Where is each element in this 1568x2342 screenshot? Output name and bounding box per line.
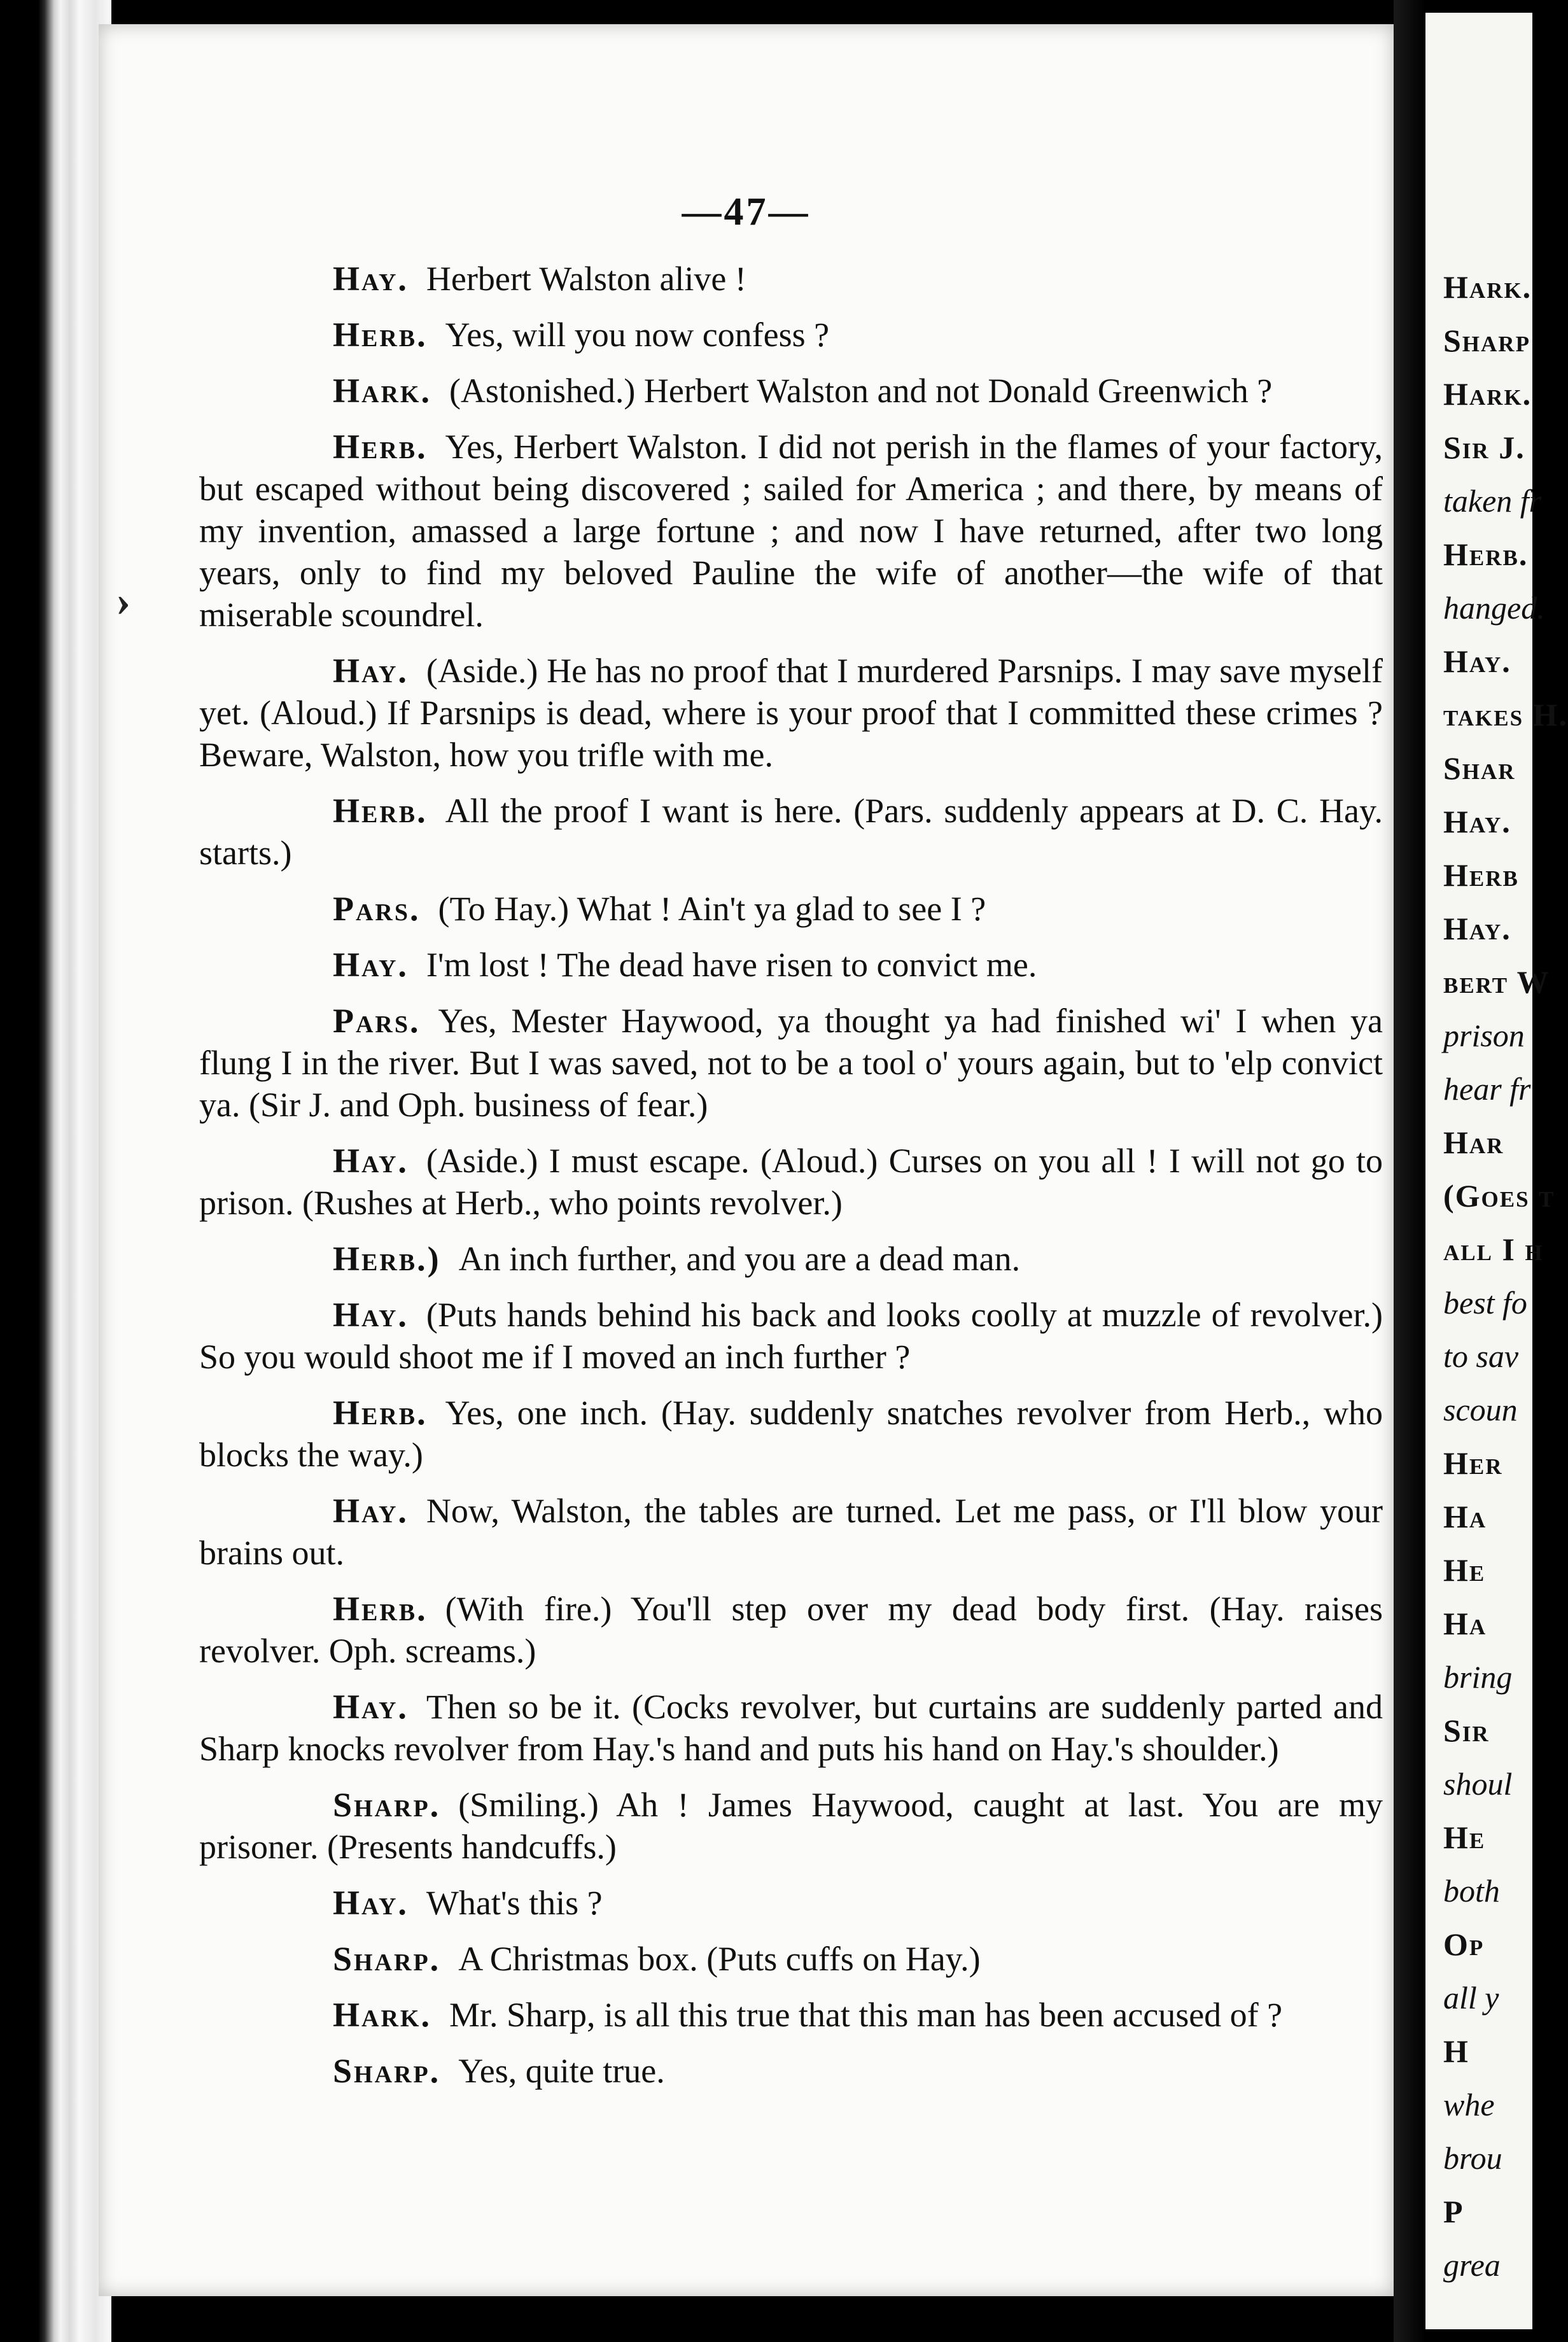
speaker-name: Herb. (333, 316, 428, 354)
facing-page-fragment: hear fr (1443, 1071, 1531, 1107)
speaker-name: Sharp. (333, 1940, 441, 1978)
facing-page-fragment: Sharp (1443, 323, 1530, 358)
dialogue-text: All the proof I want is here. (Pars. suddenly appears at D. C. Hay. starts.) (199, 792, 1383, 872)
dialogue-text: Yes, Mester Haywood, ya thought ya had finished wi' I when ya flung I in the river. But I was saved, not to be a tool o' yours again, but to 'elp convict ya. (Sir J. and Oph. business of fear.) (199, 1002, 1383, 1124)
speaker-name: Hay. (333, 946, 409, 984)
dialogue-text: A Christmas box. (Puts cuffs on Hay.) (458, 1940, 981, 1978)
speaker-name: Hark. (333, 1996, 431, 2034)
facing-page-fragment: bert W (1443, 964, 1550, 1000)
facing-page-fragment: shoul (1443, 1766, 1513, 1802)
dialogue-text: (To Hay.) What ! Ain't ya glad to see I ? (438, 890, 986, 928)
facing-page-fragment: Ha (1443, 1499, 1487, 1534)
dialogue-text: Yes, will you now confess ? (445, 316, 830, 354)
dialogue-line (199, 1588, 1383, 1672)
facing-page-fragment: Hay. (1443, 911, 1511, 946)
facing-page-fragment: prison (1443, 1018, 1525, 1053)
speaker-name: Hay. (333, 1688, 409, 1726)
facing-page-fragment: brou (1443, 2140, 1502, 2176)
dialogue-line (199, 1294, 1383, 1378)
speaker-name: Herb. (333, 428, 428, 466)
dialogue-line (199, 258, 1383, 300)
dialogue-line (199, 944, 1383, 986)
facing-page-fragment: Sir J. (1443, 430, 1525, 465)
facing-page-fragment: (Goes t (1443, 1178, 1555, 1214)
dialogue-line (199, 1882, 1383, 1924)
dialogue-line (199, 1392, 1383, 1476)
dialogue-line (199, 888, 1383, 930)
facing-page-fragment: Hay. (1443, 643, 1511, 679)
facing-page-fragment: all y (1443, 1980, 1499, 2016)
speaker-name: Hay. (333, 1142, 409, 1180)
facing-page-fragment: Har (1443, 1125, 1504, 1160)
facing-page-fragment: Shar (1443, 750, 1516, 786)
facing-page-fragment: Hay. (1443, 804, 1511, 839)
dialogue-line (199, 1238, 1383, 1280)
facing-page-fragment: hanged. (1443, 590, 1545, 626)
speaker-name: Hark. (333, 372, 431, 410)
dialogue-line (199, 790, 1383, 874)
speaker-name: Sharp. (333, 2052, 441, 2090)
facing-page-fragment: scoun (1443, 1392, 1518, 1427)
dialogue-text: Yes, one inch. (Hay. suddenly snatches revolver from Herb., who blocks the way.) (199, 1394, 1383, 1474)
speaker-name: Herb.) (333, 1240, 441, 1278)
facing-page-fragment: He (1443, 1552, 1486, 1588)
facing-page-fragment: grea (1443, 2247, 1501, 2283)
dialogue-line (199, 426, 1383, 636)
speaker-name: Sharp. (333, 1786, 441, 1824)
dialogue-text: Yes, Herbert Walston. I did not perish in the flames of your factory, but escaped without being discovered ; sailed for America ; and there, by means of my invention, amassed a large fortune ; and now I have returned, after two long years, only to find my beloved Pauline the wife of another—the wife of that miserable scoundrel. (199, 428, 1383, 634)
dialogue-text: I'm lost ! The dead have risen to convict me. (426, 946, 1037, 984)
facing-page-fragment: taken fr (1443, 483, 1542, 519)
page-number: —47— (682, 190, 811, 234)
dialogue-text: An inch further, and you are a dead man. (458, 1240, 1021, 1278)
facing-page-fragment: all I h (1443, 1231, 1544, 1267)
facing-page-fragment: Hark. (1443, 376, 1532, 412)
dialogue-line (199, 1490, 1383, 1574)
dialogue-text: (Puts hands behind his back and looks coolly at muzzle of revolver.) So you would shoot me if I moved an inch further ? (199, 1296, 1383, 1376)
margin-mark: › (116, 577, 131, 626)
dialogue-line (199, 1686, 1383, 1770)
facing-page-fragment: Op (1443, 1926, 1485, 1962)
speaker-name: Herb. (333, 1590, 428, 1628)
dialogue-text: (Aside.) He has no proof that I murdered Parsnips. I may save myself yet. (Aloud.) If Parsnips is dead, where is your proof that I committed these crimes ? Beware, Walston, how you trifle with me. (199, 652, 1383, 774)
speaker-name: Pars. (333, 1002, 421, 1040)
script-body (199, 258, 1383, 2106)
dialogue-line (199, 650, 1383, 776)
facing-page-text (1425, 267, 1568, 2299)
speaker-name: Hay. (333, 1884, 409, 1922)
facing-page (1425, 13, 1568, 2329)
facing-page-fragment: Sir (1443, 1713, 1490, 1748)
speaker-name: Hay. (333, 1492, 409, 1530)
dialogue-text: Now, Walston, the tables are turned. Let me pass, or I'll blow your brains out. (199, 1492, 1383, 1572)
dialogue-text: (Smiling.) Ah ! James Haywood, caught at last. You are my prisoner. (Presents handcuffs.) (199, 1786, 1383, 1866)
dialogue-line (199, 314, 1383, 356)
dialogue-text: (With fire.) You'll step over my dead body first. (Hay. raises revolver. Oph. screams.) (199, 1590, 1383, 1670)
dialogue-text: Then so be it. (Cocks revolver, but curtains are suddenly parted and Sharp knocks revolver from Hay.'s hand and puts his hand on Hay.'s shoulder.) (199, 1688, 1383, 1768)
dialogue-text: Herbert Walston alive ! (426, 260, 746, 298)
facing-page-fragment: Her (1443, 1445, 1503, 1481)
dialogue-line (199, 1784, 1383, 1868)
facing-page-fragment: P (1443, 2194, 1464, 2229)
dialogue-line (199, 1000, 1383, 1126)
facing-page-fragment: He (1443, 1820, 1486, 1855)
page-gutter (1394, 0, 1425, 2342)
speaker-name: Hay. (333, 1296, 409, 1334)
dialogue-line (199, 370, 1383, 412)
speaker-name: Hay. (333, 652, 409, 690)
dialogue-line (199, 1140, 1383, 1224)
facing-page-fragment: Herb (1443, 857, 1519, 893)
facing-page-fragment: whe (1443, 2087, 1495, 2122)
facing-page-fragment: bring (1443, 1659, 1513, 1695)
facing-page-fragment: best fo (1443, 1285, 1527, 1321)
dialogue-line (199, 1994, 1383, 2036)
speaker-name: Herb. (333, 792, 428, 830)
facing-page-fragment: Ha (1443, 1606, 1487, 1641)
dialogue-text: (Astonished.) Herbert Walston and not Donald Greenwich ? (449, 372, 1273, 410)
facing-page-fragment: Hark. (1443, 269, 1532, 305)
dialogue-text: Yes, quite true. (458, 2052, 665, 2090)
facing-page-fragment: H (1443, 2033, 1469, 2069)
dialogue-text: Mr. Sharp, is all this true that this man has been accused of ? (449, 1996, 1283, 2034)
dialogue-text: (Aside.) I must escape. (Aloud.) Curses on you all ! I will not go to prison. (Rushes at Herb., who points revolver.) (199, 1142, 1383, 1222)
facing-page-fragment: takes H. (1443, 697, 1568, 733)
book-spine (0, 0, 111, 2342)
dialogue-text: What's this ? (426, 1884, 603, 1922)
speaker-name: Pars. (333, 890, 421, 928)
facing-page-fragment: both (1443, 1873, 1500, 1909)
facing-page-fragment: Herb. (1443, 536, 1529, 572)
dialogue-line (199, 1938, 1383, 1980)
dialogue-line (199, 2050, 1383, 2092)
facing-page-fragment: to sav (1443, 1338, 1519, 1374)
speaker-name: Hay. (333, 260, 409, 298)
speaker-name: Herb. (333, 1394, 428, 1432)
